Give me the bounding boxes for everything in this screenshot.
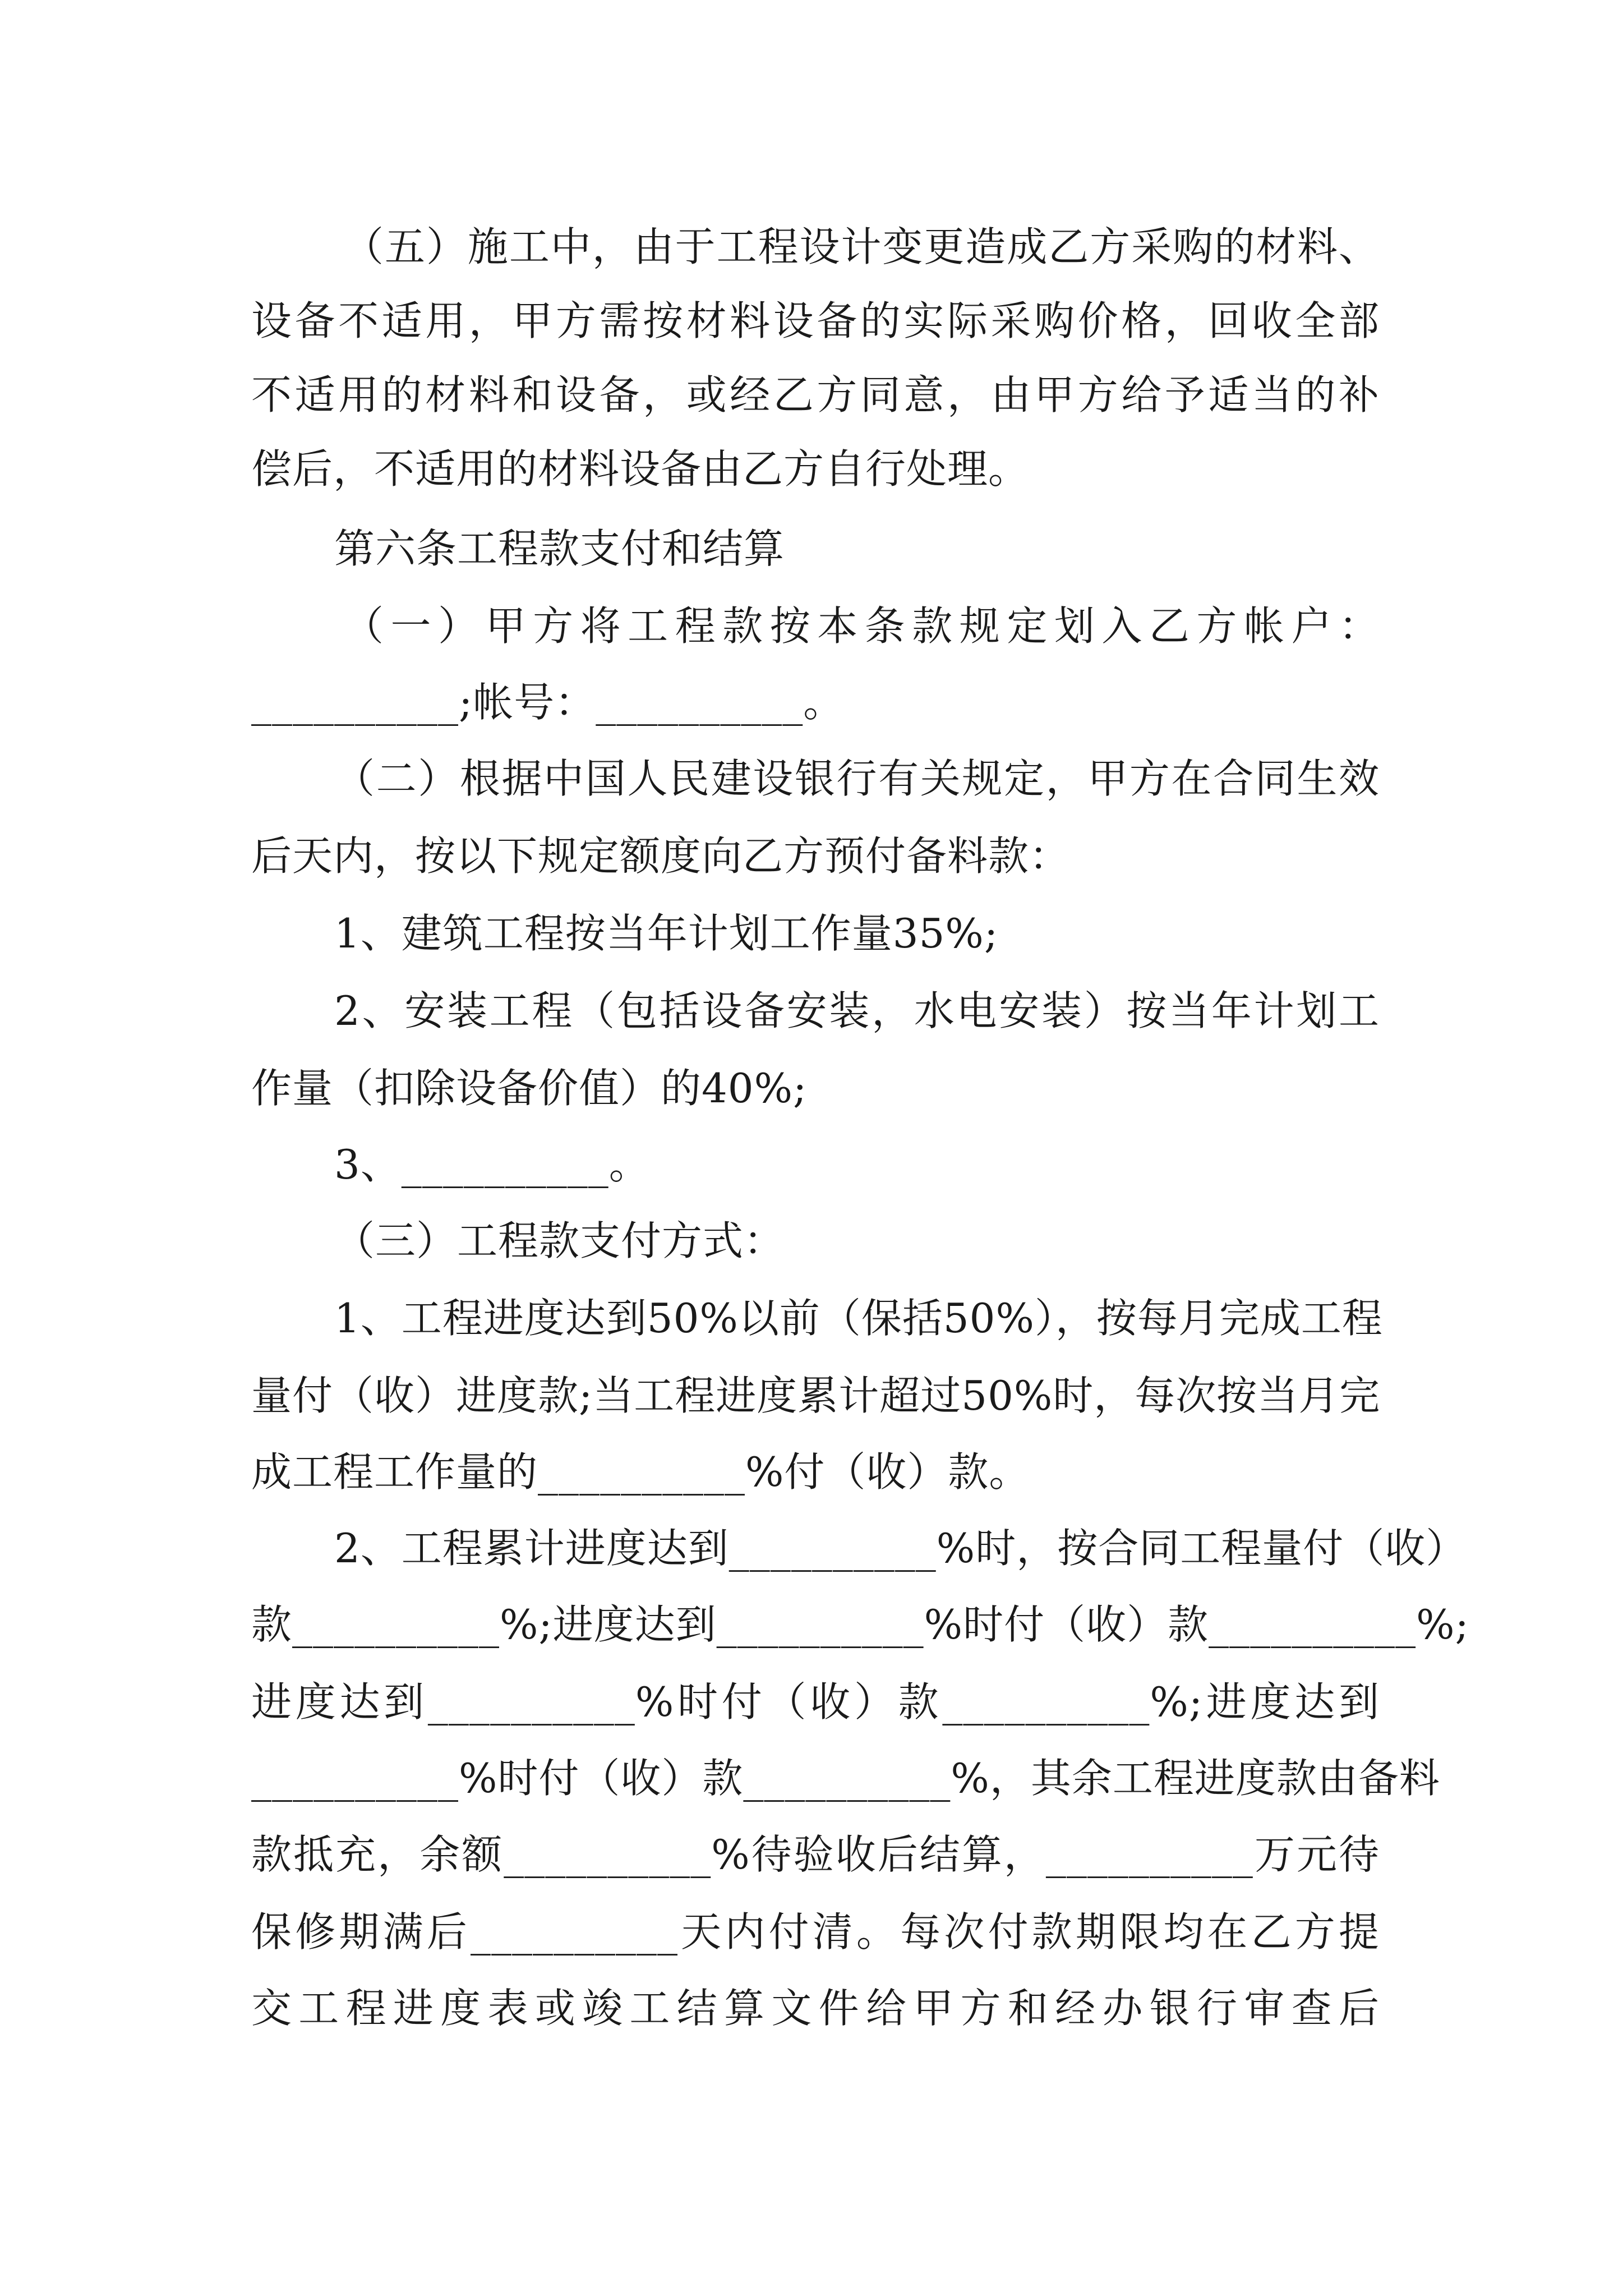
payment-1-line-3: 成工程工作量的__________%付（收）款。 — [251, 1448, 1030, 1496]
clause-3: （三）工程款支付方式： — [334, 1217, 785, 1264]
clause-2-line-1: （二）根据中国人民建设银行有关规定，甲方在合同生效 — [334, 755, 1380, 802]
payment-2-line-7: 交工程进度表或竣工结算文件给甲方和经办银行审查后 — [251, 1985, 1380, 2032]
item-3: 3、__________。 — [334, 1141, 650, 1188]
clause-5-line-1: （五）施工中，由于工程设计变更造成乙方采购的材料、 — [343, 223, 1380, 270]
clause-1-line-2: __________;帐号：__________。 — [251, 679, 845, 726]
payment-2-line-2: 款__________%;进度达到__________%时付（收）款__________%; — [251, 1601, 1469, 1648]
item-2-line-2: 作量（扣除设备价值）的40%; — [251, 1065, 808, 1112]
payment-1-line-2: 量付（收）进度款;当工程进度累计超过50%时，每次按当月完 — [251, 1372, 1381, 1419]
article-6-title: 第六条工程款支付和结算 — [334, 525, 785, 572]
clause-5-line-4: 偿后，不适用的材料设备由乙方自行处理。 — [251, 445, 1030, 493]
clause-1-line-1: （一）甲方将工程款按本条款规定划入乙方帐户： — [343, 602, 1380, 650]
payment-2-line-4: __________%时付（收）款__________%，其余工程进度款由备料 — [251, 1755, 1440, 1802]
payment-2-line-6: 保修期满后__________天内付清。每次付款期限均在乙方提 — [251, 1908, 1380, 1955]
payment-2-line-5: 款抵充，余额__________%待验收后结算，__________万元待 — [251, 1831, 1380, 1878]
clause-5-line-3: 不适用的材料和设备，或经乙方同意，由甲方给予适当的补 — [251, 371, 1380, 418]
clause-5-line-2: 设备不适用，甲方需按材料设备的实际采购价格，回收全部 — [251, 297, 1380, 344]
payment-1-line-1: 1、工程进度达到50%以前（保括50%），按每月完成工程 — [334, 1295, 1383, 1342]
clause-2-line-2: 后天内，按以下规定额度向乙方预付备料款： — [251, 832, 1071, 880]
payment-2-line-1: 2、工程累计进度达到__________%时，按合同工程量付（收） — [334, 1525, 1467, 1572]
payment-2-line-3: 进度达到__________%时付（收）款__________%;进度达到 — [251, 1678, 1380, 1726]
item-1: 1、建筑工程按当年计划工作量35%; — [334, 910, 999, 957]
item-2-line-1: 2、安装工程（包括设备安装，水电安装）按当年计划工 — [334, 987, 1380, 1034]
